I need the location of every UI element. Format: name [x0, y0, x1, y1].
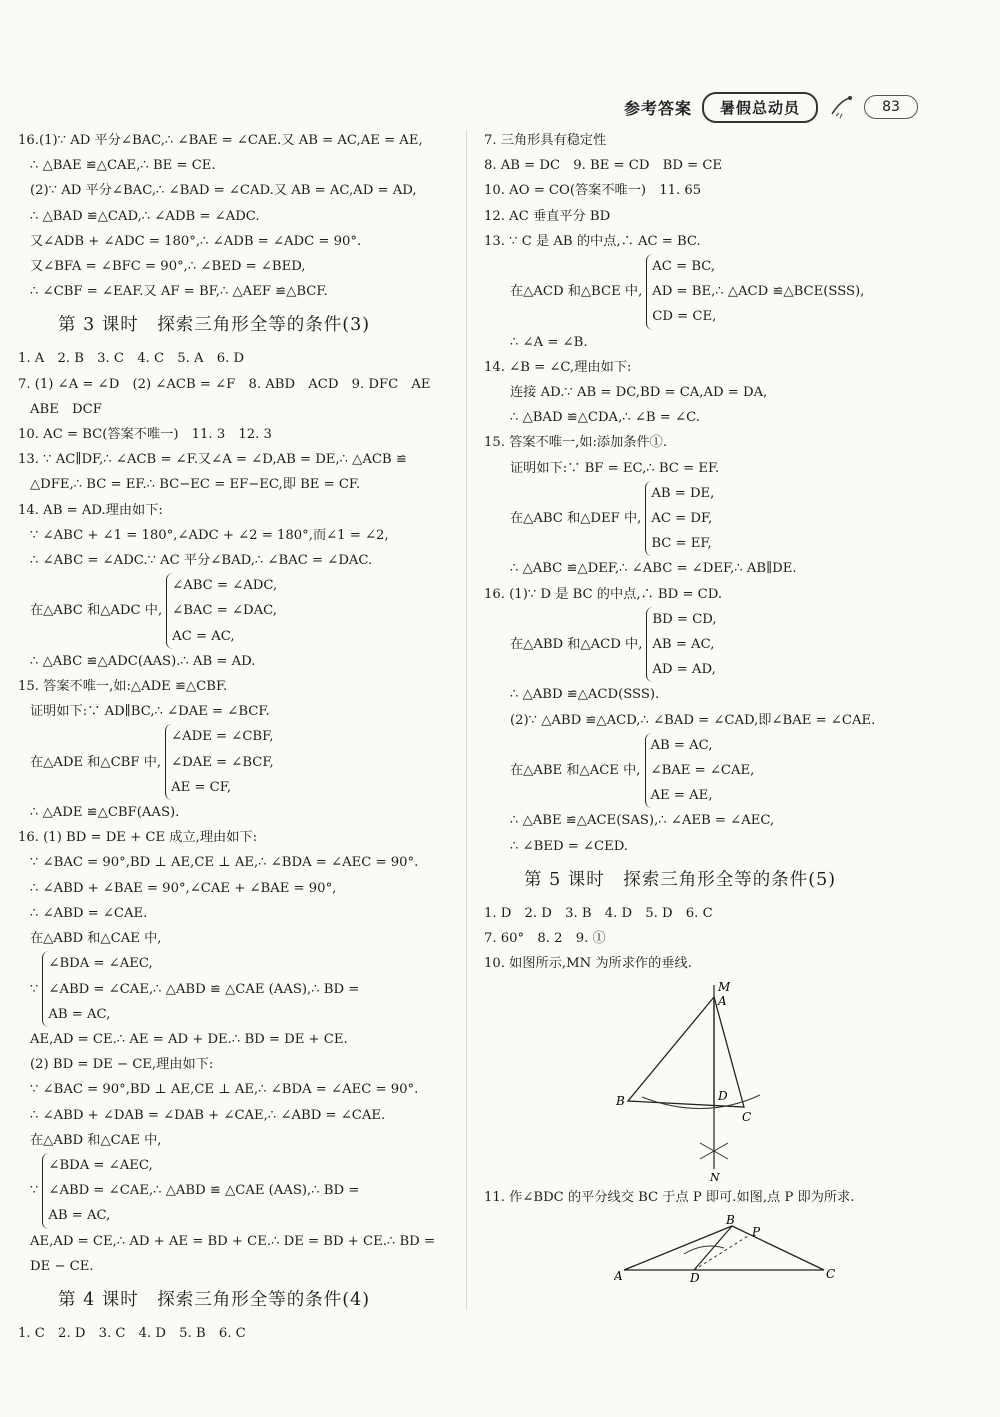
answer-line: AE,AD = CE,∴ AD + AE = BD + CE.∴ DE = BD + CE.∴ BD = [30, 1233, 435, 1249]
perpendicular-construction-figure [614, 981, 794, 1181]
equation-system [18, 951, 458, 1027]
answer-line: 16.(1)∵ AD 平分∠BAC,∴ ∠BAE = ∠CAE.又 AB = AC,AE = AE, [18, 133, 423, 148]
answer-line: △DFE,∴ BC = EF.∴ BC−EC = EF−EC,即 BE = CF. [30, 477, 361, 493]
system-condition: ∠BDA = ∠AEC, [48, 956, 153, 972]
system-condition: ∠BDA = ∠AEC, [48, 1157, 153, 1173]
answer-line: 连接 AD.∵ AB = DC,BD = CA,AD = DA, [510, 385, 768, 401]
answer-line: ∴ ∠ABD + ∠DAB = ∠DAB + ∠CAE,∴ ∠ABD = ∠CAE. [30, 1107, 386, 1123]
answer-line: ABE DCF [30, 401, 102, 417]
system-condition: BD = CD, [652, 611, 717, 627]
point-label: M [718, 980, 731, 994]
answer-line: 13. ∵ C 是 AB 的中点,∴ AC = BC. [484, 233, 701, 249]
answer-line: 15. 答案不唯一,如:添加条件①. [484, 435, 668, 451]
point-label: D [718, 1088, 728, 1103]
answer-line: ∴ △ABC ≌△ADC(AAS).∴ AB = AD. [30, 653, 256, 669]
system-label: ∵ [30, 1183, 39, 1199]
equation-system [484, 481, 954, 557]
page-number: 83 [864, 95, 918, 119]
section-heading-lesson-4: 第 4 课时 探索三角形全等的条件(4) [58, 1289, 371, 1310]
answer-line: 在△ABD 和△CAE 中, [30, 931, 162, 947]
equation-system [18, 1153, 458, 1229]
answer-line: 16. (1)∵ D 是 BC 的中点,∴ BD = CD. [484, 586, 723, 602]
answer-line: AE,AD = CE.∴ AE = AD + DE.∴ BD = DE + CE. [30, 1031, 348, 1047]
answer-line: ∵ ∠ABC + ∠1 = 180°,∠ADC + ∠2 = 180°,而∠1 = ∠2, [30, 527, 389, 543]
page-header [624, 92, 918, 122]
point-label: C [742, 1109, 752, 1124]
system-condition: AB = AC, [48, 1208, 111, 1224]
point-label: A [718, 993, 727, 1008]
system-condition: ∠BAE = ∠CAE, [650, 763, 755, 779]
answer-line: DE − CE. [30, 1258, 94, 1274]
answer-line: ∴ ∠CBF = ∠EAF.又 AF = BF,∴ △AEF ≌△BCF. [30, 284, 328, 300]
answer-line: ∵ ∠BAC = 90°,BD ⊥ AE,CE ⊥ AE,∴ ∠BDA = ∠AEC = 90°. [30, 855, 419, 871]
answer-line: 1. C 2. D 3. C 4. D 5. B 6. C [18, 1325, 246, 1341]
answer-line: 13. ∵ AC∥DF,∴ ∠ACB = ∠F.又∠A = ∠D,AB = DE,∴ △ACB ≌ [18, 452, 407, 468]
system-condition: AC = BC, [652, 259, 716, 275]
answer-line: ∴ ∠BED = ∠CED. [510, 838, 629, 854]
system-label: 在△ACD 和△BCE 中, [510, 284, 643, 300]
answer-line: 11. 作∠BDC 的平分线交 BC 于点 P 即可.如图,点 P 即为所求. [484, 1189, 855, 1205]
equation-system [484, 733, 954, 809]
answer-line: 12. AC 垂直平分 BD [484, 208, 611, 224]
answer-line: (2)∵ △ABD ≌△ACD,∴ ∠BAD = ∠CAD,即∠BAE = ∠CAE. [510, 712, 876, 728]
system-condition: AE = CF, [171, 779, 232, 795]
system-condition: AB = DE, [651, 485, 715, 501]
book-brand-label: 暑假总动员 [702, 92, 818, 123]
sparkle-icon [828, 94, 854, 120]
answer-line: ∴ ∠ABD = ∠CAE. [30, 905, 148, 921]
answer-line: ∴ △ABC ≌△DEF,∴ ∠ABC = ∠DEF,∴ AB∥DE. [510, 561, 797, 577]
answer-line: 1. D 2. D 3. B 4. D 5. D 6. C [484, 905, 713, 921]
answer-line: 又∠BFA = ∠BFC = 90°,∴ ∠BED = ∠BED, [30, 259, 306, 275]
brace-group [645, 481, 714, 557]
system-label: ∵ [30, 981, 39, 997]
answer-line: ∴ △ABD ≌△ACD(SSS). [510, 687, 660, 703]
answer-line: ∴ ∠ABC = ∠ADC.∵ AC 平分∠BAD,∴ ∠BAC = ∠DAC. [30, 553, 373, 569]
answer-line: (2) BD = DE − CE,理由如下: [30, 1057, 214, 1073]
point-label: D [690, 1270, 700, 1282]
point-label: A [614, 1268, 623, 1282]
system-condition: AC = AC, [172, 628, 235, 644]
left-column [18, 128, 458, 1346]
point-label: B [616, 1093, 625, 1108]
system-condition: ∠ABD = ∠CAE,∴ △ABD ≌ △CAE (AAS),∴ BD = [48, 1183, 360, 1199]
system-condition: ∠BAC = ∠DAC, [172, 603, 277, 619]
answer-line: ∴ △BAE ≌△CAE,∴ BE = CE. [30, 158, 216, 174]
answer-line: ∴ △BAD ≌△CAD,∴ ∠ADB = ∠ADC. [30, 208, 260, 224]
equation-system [18, 724, 458, 800]
system-condition: ∠ADE = ∠CBF, [171, 729, 274, 745]
brace-group [646, 254, 864, 330]
answer-line: 在△ABD 和△CAE 中, [30, 1132, 162, 1148]
answer-line: 10. AC = BC(答案不唯一) 11. 3 12. 3 [18, 427, 272, 443]
system-condition: AC = DF, [651, 511, 713, 527]
system-condition: CD = CE, [652, 309, 717, 325]
answer-line: 7. 60° 8. 2 9. ① [484, 931, 606, 947]
point-label: N [710, 1170, 720, 1181]
brace-group [645, 733, 755, 809]
answer-line: 1. A 2. B 3. C 4. C 5. A 6. D [18, 351, 245, 367]
answer-line: 证明如下:∵ AD∥BC,∴ ∠DAE = ∠BCF. [30, 704, 270, 720]
point-label: P [752, 1224, 761, 1239]
answer-line: ∴ ∠A = ∠B. [510, 334, 588, 350]
answer-line: ∵ ∠BAC = 90°,BD ⊥ AE,CE ⊥ AE,∴ ∠BDA = ∠AEC = 90°. [30, 1082, 419, 1098]
equation-system [18, 573, 458, 649]
angle-bisector-figure [614, 1214, 854, 1282]
section-heading-lesson-3: 第 3 课时 探索三角形全等的条件(3) [58, 315, 371, 336]
answer-line: 15. 答案不唯一,如:△ADE ≌△CBF. [18, 679, 228, 695]
system-label: 在△ABC 和△DEF 中, [510, 511, 642, 527]
point-label: B [726, 1213, 735, 1227]
answer-line: ∴ △ADE ≌△CBF(AAS). [30, 805, 180, 821]
system-label: 在△ADE 和△CBF 中, [30, 754, 162, 770]
equation-system [484, 607, 954, 683]
answer-line: ∴ △ABE ≌△ACE(SAS),∴ ∠AEB = ∠AEC, [510, 813, 775, 829]
brace-group [166, 573, 277, 649]
brace-group [646, 607, 716, 683]
answer-line: 8. AB = DC 9. BE = CD BD = CE [484, 158, 723, 174]
system-label: 在△ABD 和△ACD 中, [510, 637, 643, 653]
system-condition: ∠ABD = ∠CAE,∴ △ABD ≌ △CAE (AAS),∴ BD = [48, 981, 360, 997]
system-condition: BC = EF, [651, 536, 712, 552]
answer-line: 7. (1) ∠A = ∠D (2) ∠ACB = ∠F 8. ABD ACD 9. DFC AE [18, 376, 431, 392]
reference-answer-label: 参考答案 [623, 98, 692, 118]
system-condition: AB = AC, [48, 1006, 111, 1022]
brace-group [42, 1153, 359, 1229]
answer-line: 16. (1) BD = DE + CE 成立,理由如下: [18, 830, 258, 846]
system-condition: ∠DAE = ∠BCF, [171, 754, 274, 770]
right-column [484, 128, 954, 1286]
column-divider [466, 130, 467, 1310]
answer-line: 14. ∠B = ∠C,理由如下: [484, 359, 632, 375]
answer-line: 7. 三角形具有稳定性 [484, 133, 607, 148]
answer-line: 14. AB = AD.理由如下: [18, 502, 163, 518]
answer-line: 10. AO = CO(答案不唯一) 11. 65 [484, 183, 702, 199]
answer-line: 证明如下:∵ BF = EC,∴ BC = EF. [510, 460, 720, 476]
system-label: 在△ABC 和△ADC 中, [30, 603, 163, 619]
equation-system [484, 254, 954, 330]
brace-group [165, 724, 274, 800]
system-condition: AB = AC, [650, 737, 713, 753]
system-condition: ∠ABC = ∠ADC, [172, 578, 278, 594]
system-condition: AE = AE, [650, 788, 713, 804]
answer-line: 10. 如图所示,MN 为所求作的垂线. [484, 956, 692, 972]
answer-line: ∴ △BAD ≌△CDA,∴ ∠B = ∠C. [510, 410, 700, 426]
answer-line: ∴ ∠ABD + ∠BAE = 90°,∠CAE + ∠BAE = 90°, [30, 880, 337, 896]
system-condition: AD = BE,∴ △ACD ≌△BCE(SSS), [652, 284, 865, 300]
section-heading-lesson-5: 第 5 课时 探索三角形全等的条件(5) [524, 869, 837, 890]
brace-group [42, 951, 359, 1027]
answer-line: 又∠ADB + ∠ADC = 180°,∴ ∠ADB = ∠ADC = 90°. [30, 233, 362, 249]
system-label: 在△ABE 和△ACE 中, [510, 763, 641, 779]
answer-line: (2)∵ AD 平分∠BAC,∴ ∠BAD = ∠CAD.又 AB = AC,AD = AD, [30, 183, 417, 199]
system-condition: AB = AC, [652, 637, 715, 653]
point-label: C [826, 1266, 836, 1281]
system-condition: AD = AD, [652, 662, 716, 678]
